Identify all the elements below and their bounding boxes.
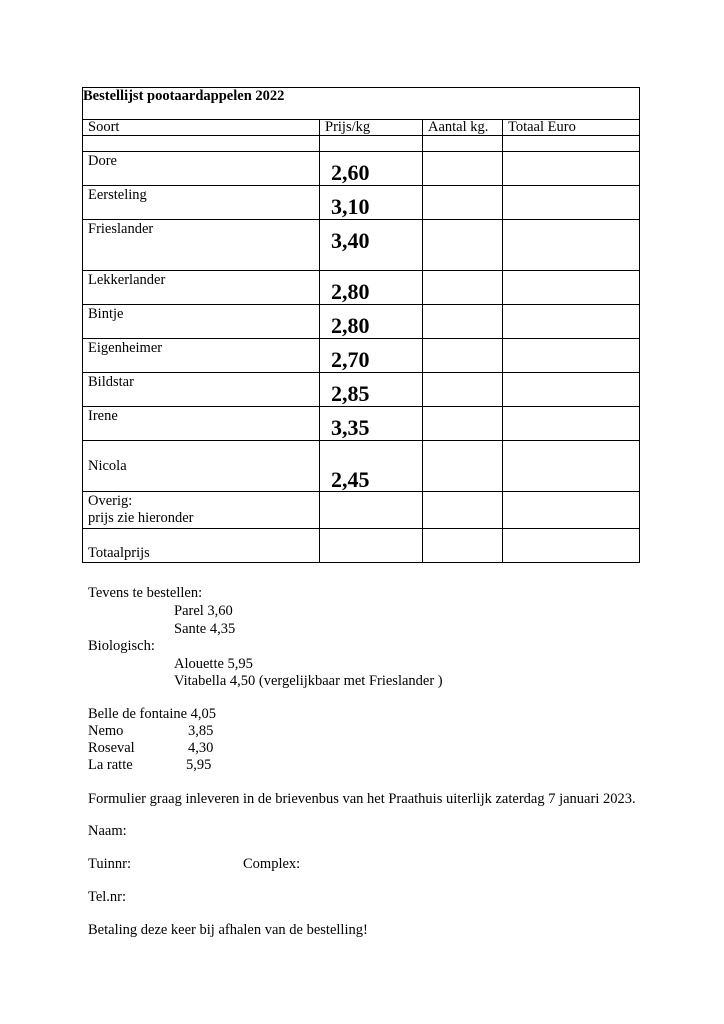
table-row [83, 373, 640, 407]
bio-alouette: Alouette 5,95 [174, 656, 253, 672]
totaal-cell[interactable] [503, 271, 640, 305]
extra-sante: Sante 4,35 [174, 621, 236, 637]
table-title: Bestellijst pootaardappelen 2022 [83, 88, 640, 120]
table-row [83, 339, 640, 373]
row-price: 2,80 [320, 271, 423, 305]
header-totaal: Totaal Euro [503, 120, 640, 136]
table-row-totaal [83, 529, 640, 563]
row-name: Eersteling [83, 186, 320, 220]
naam-label: Naam: [88, 823, 127, 839]
aantal-cell[interactable] [423, 339, 503, 373]
laratte-price: 5,95 [186, 757, 212, 773]
roseval-name: Roseval [88, 740, 135, 756]
totaal-cell[interactable] [503, 373, 640, 407]
row-name: Irene [83, 407, 320, 441]
aantal-cell[interactable] [423, 492, 503, 529]
nemo-price: 3,85 [188, 723, 214, 739]
overig-line2: prijs zie hieronder [88, 510, 194, 526]
betaling-note: Betaling deze keer bij afhalen van de bestelling! [88, 922, 368, 938]
nemo-name: Nemo [88, 723, 124, 739]
totaal-cell[interactable] [503, 441, 640, 492]
row-name: Bintje [83, 305, 320, 339]
extra-parel: Parel 3,60 [174, 603, 233, 619]
table-row [83, 220, 640, 271]
aantal-cell[interactable] [423, 529, 503, 563]
table-row [83, 441, 640, 492]
table-row-overig [83, 492, 640, 529]
table-row [83, 152, 640, 186]
aantal-cell[interactable] [423, 220, 503, 271]
overig-label [83, 492, 320, 529]
telnr-label: Tel.nr: [88, 889, 127, 905]
tuinnr-label: Tuinnr: [88, 856, 131, 872]
totaal-price-cell[interactable] [320, 529, 423, 563]
aantal-cell[interactable] [423, 271, 503, 305]
totaal-cell[interactable] [503, 529, 640, 563]
instruction-text: Formulier graag inleveren in de brievenbus van het Praathuis uiterlijk zaterdag 7 januari 2023. [88, 791, 636, 807]
roseval-price: 4,30 [188, 740, 214, 756]
row-name: Nicola [83, 441, 320, 492]
row-name: Dore [83, 152, 320, 186]
row-price: 2,60 [320, 152, 423, 186]
header-aantal: Aantal kg. [423, 120, 503, 136]
row-price: 2,85 [320, 373, 423, 407]
row-name: Eigenheimer [83, 339, 320, 373]
extra-heading: Tevens te bestellen: [88, 585, 203, 601]
totaal-cell[interactable] [503, 186, 640, 220]
aantal-cell[interactable] [423, 305, 503, 339]
header-soort: Soort [83, 120, 320, 136]
bio-vitabella: Vitabella 4,50 (vergelijkbaar met Frieslander ) [174, 673, 443, 689]
table-row [83, 407, 640, 441]
totaal-cell[interactable] [503, 220, 640, 271]
row-price: 2,45 [320, 441, 423, 492]
complex-label: Complex: [243, 856, 301, 872]
order-table [82, 87, 640, 563]
totaal-cell[interactable] [503, 407, 640, 441]
row-price: 3,10 [320, 186, 423, 220]
row-name: Frieslander [83, 220, 320, 271]
spacer-row [83, 136, 640, 152]
aantal-cell[interactable] [423, 407, 503, 441]
totaal-cell[interactable] [503, 152, 640, 186]
aantal-cell[interactable] [423, 441, 503, 492]
aantal-cell[interactable] [423, 186, 503, 220]
row-price: 3,35 [320, 407, 423, 441]
totaal-cell[interactable] [503, 492, 640, 529]
header-prijs: Prijs/kg [320, 120, 423, 136]
row-price: 2,80 [320, 305, 423, 339]
table-row [83, 186, 640, 220]
belle-line: Belle de fontaine 4,05 [88, 706, 217, 722]
totaalprijs-label: Totaalprijs [83, 529, 320, 563]
totaal-cell[interactable] [503, 305, 640, 339]
aantal-cell[interactable] [423, 152, 503, 186]
laratte-name: La ratte [88, 757, 133, 773]
row-name: Bildstar [83, 373, 320, 407]
totaal-cell[interactable] [503, 339, 640, 373]
table-row [83, 305, 640, 339]
aantal-cell[interactable] [423, 373, 503, 407]
row-price: 3,40 [320, 220, 423, 271]
bio-heading: Biologisch: [88, 638, 155, 654]
overig-price-cell[interactable] [320, 492, 423, 529]
table-row [83, 271, 640, 305]
row-name: Lekkerlander [83, 271, 320, 305]
row-price: 2,70 [320, 339, 423, 373]
overig-line1: Overig: [88, 493, 133, 509]
